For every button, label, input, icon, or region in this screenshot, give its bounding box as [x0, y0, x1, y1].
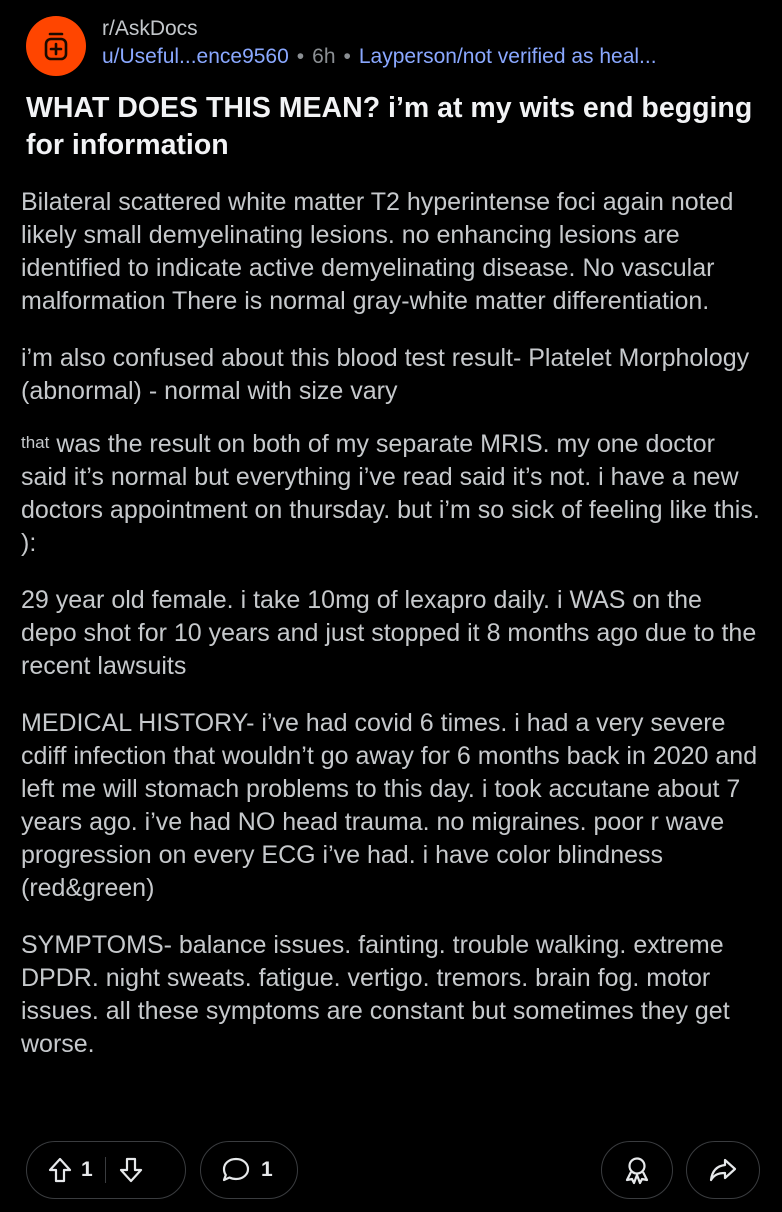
award-button[interactable]	[601, 1141, 673, 1199]
author-username[interactable]: u/Useful...ence9560	[102, 45, 289, 68]
share-icon	[708, 1156, 738, 1184]
downvote-button[interactable]	[118, 1156, 144, 1184]
body-paragraph-6: SYMPTOMS- balance issues. fainting. trouble walking. extreme DPDR. night sweats. fatigue. vertigo. tremors. brain fog. motor issues. all these symptoms are constant but sometimes they get worse.	[21, 931, 730, 1058]
body-paragraph-2: i’m also confused about this blood test result- Platelet Morphology (abnormal) - normal with size vary	[21, 344, 750, 405]
vote-pill	[26, 1141, 186, 1199]
award-icon	[623, 1155, 651, 1185]
vote-divider	[105, 1157, 106, 1183]
comment-count: 1	[261, 1158, 273, 1181]
subreddit-avatar[interactable]	[26, 16, 86, 76]
upvote-button[interactable]	[47, 1156, 73, 1184]
body-paragraph-3	[21, 428, 762, 560]
subreddit-name[interactable]: r/AskDocs	[102, 17, 198, 40]
share-button[interactable]	[686, 1141, 760, 1199]
action-bar	[26, 1141, 760, 1201]
arrow-down-icon	[118, 1156, 144, 1184]
body-paragraph-1: Bilateral scattered white matter T2 hyperintense foci again noted likely small demyelinating lesions. no enhancing lesions are identified to indicate active demyelinating disease. No vascular malformation There is normal gray-white matter differentiation.	[21, 188, 734, 315]
comment-icon-wrap	[221, 1156, 251, 1184]
body-paragraph-5: MEDICAL HISTORY- i’ve had covid 6 times. i had a very severe cdiff infection that wouldn’t go away for 6 months back in 2020 and left me will stomach problems to this day. i took accutane about 7 years ago. i’ve had NO head trauma. no migraines. poor r wave progression on every ECG i’ve had. i have color blindness (red&green)	[21, 709, 758, 902]
meta-separator-2: •	[343, 45, 351, 68]
comments-button[interactable]	[200, 1141, 298, 1199]
post-title: WHAT DOES THIS MEAN? i’m at my wits end begging for information	[26, 92, 753, 161]
author-line	[102, 42, 762, 72]
post-header	[26, 14, 762, 76]
comment-bubble-icon	[221, 1156, 251, 1184]
upvote-count: 1	[81, 1158, 93, 1181]
post-age: 6h	[312, 45, 336, 68]
arrow-up-icon	[47, 1156, 73, 1184]
superscript-text: that	[21, 433, 50, 452]
body-paragraph-3-text: was the result on both of my separate MRIS. my one doctor said it’s normal but everything i’ve read said it’s not. i have a new doctors appointment on thursday. but i’m so sick of feeling like this. ):	[21, 430, 760, 557]
post-body	[21, 186, 762, 1085]
user-flair[interactable]: Layperson/not verified as heal...	[358, 45, 657, 68]
body-paragraph-4: 29 year old female. i take 10mg of lexapro daily. i WAS on the depo shot for 10 years and just stopped it 8 months ago due to the recent lawsuits	[21, 586, 757, 680]
subreddit-icon	[41, 30, 71, 62]
post-meta	[102, 16, 762, 72]
meta-separator: •	[296, 45, 305, 68]
